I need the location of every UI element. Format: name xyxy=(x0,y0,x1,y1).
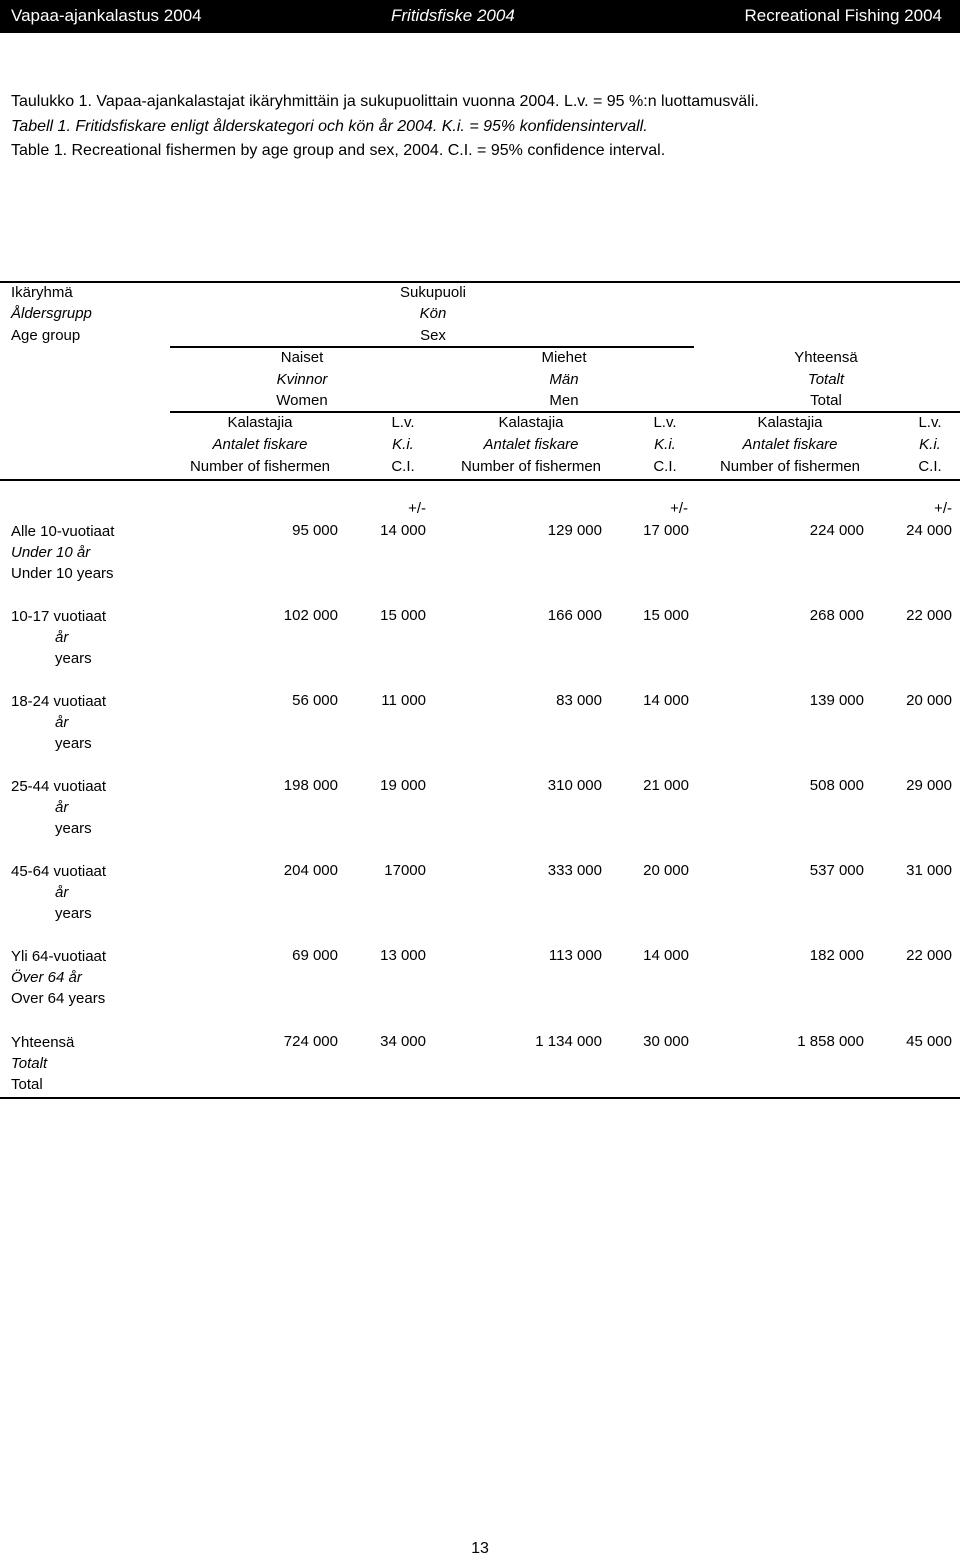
row-label xyxy=(11,946,106,1009)
ci-header-fi: L.v. xyxy=(391,414,415,431)
row-label-fi: 18-24 vuotiaat xyxy=(11,693,107,710)
cell-women-ci: 34 000 xyxy=(380,1033,426,1050)
count-header-fi: Kalastajia xyxy=(227,414,293,431)
cell-men-ci: 21 000 xyxy=(643,777,689,794)
sex-header-en: Sex xyxy=(420,327,446,344)
header-title-fi: Vapaa-ajankalastus 2004 xyxy=(11,6,202,25)
cell-total-count: 139 000 xyxy=(809,692,864,709)
cell-women-count: 204 000 xyxy=(283,862,338,879)
cell-total-count: 182 000 xyxy=(809,947,864,964)
cell-total-ci: 31 000 xyxy=(906,862,952,879)
cell-men-ci: 15 000 xyxy=(643,607,689,624)
cell-women-ci: 11 000 xyxy=(381,692,426,709)
count-header-sv: Antalet fiskare xyxy=(742,436,838,453)
cell-total-ci: 24 000 xyxy=(906,522,952,539)
running-header xyxy=(0,0,960,33)
caption-fi: Taulukko 1. Vapaa-ajankalastajat ikäryhmittäin ja sukupuolittain vuonna 2004. L.v. = 95 %:n luottamusväli. xyxy=(11,93,759,110)
ci-unit-women: +/- xyxy=(408,500,426,517)
row-label-sv: år xyxy=(55,884,69,901)
count-header-sv: Antalet fiskare xyxy=(212,436,308,453)
row-label xyxy=(11,691,106,754)
row-label-sv: Under 10 år xyxy=(11,544,91,561)
cell-men-count: 310 000 xyxy=(547,777,602,794)
cell-men-count: 129 000 xyxy=(547,522,602,539)
cell-women-ci: 15 000 xyxy=(380,607,426,624)
cell-women-count: 102 000 xyxy=(283,607,338,624)
ci-header-fi: L.v. xyxy=(918,414,942,431)
cell-men-ci: 17 000 xyxy=(643,522,689,539)
ci-header-sv: K.i. xyxy=(919,436,941,453)
ci-header-en: C.I. xyxy=(918,458,942,475)
cell-total-ci: 45 000 xyxy=(906,1033,952,1050)
group-men-sv: Män xyxy=(549,371,579,388)
cell-total-ci: 22 000 xyxy=(906,607,952,624)
age-group-header-en: Age group xyxy=(11,327,81,344)
caption-sv: Tabell 1. Fritidsfiskare enligt ålderskategori och kön år 2004. K.i. = 95% konfidensintervall. xyxy=(11,118,648,135)
count-header-fi: Kalastajia xyxy=(498,414,564,431)
cell-women-count: 198 000 xyxy=(283,777,338,794)
count-header-fi: Kalastajia xyxy=(757,414,823,431)
group-men-fi: Miehet xyxy=(541,349,587,366)
row-label-en: years xyxy=(55,905,92,922)
row-label-sv: Över 64 år xyxy=(11,969,82,986)
cell-total-count: 1 858 000 xyxy=(797,1033,864,1050)
ci-header-en: C.I. xyxy=(653,458,677,475)
row-label xyxy=(11,606,106,669)
sex-header-sv: Kön xyxy=(419,305,447,322)
row-label-fi: 45-64 vuotiaat xyxy=(11,863,107,880)
cell-men-ci: 20 000 xyxy=(643,862,689,879)
cell-women-count: 69 000 xyxy=(292,947,338,964)
ci-header-sv: K.i. xyxy=(392,436,414,453)
row-label xyxy=(11,776,106,839)
cell-men-ci: 14 000 xyxy=(643,692,689,709)
cell-total-count: 268 000 xyxy=(809,607,864,624)
cell-men-ci: 30 000 xyxy=(643,1033,689,1050)
row-label-en: Over 64 years xyxy=(11,990,106,1007)
row-label-fi: Alle 10-vuotiaat xyxy=(11,523,115,540)
column-header-rule xyxy=(0,479,960,481)
row-label-en: years xyxy=(55,820,92,837)
cell-total-ci: 22 000 xyxy=(906,947,952,964)
ci-header-fi: L.v. xyxy=(653,414,677,431)
row-label-sv: Totalt xyxy=(11,1055,48,1072)
row-label xyxy=(11,861,106,924)
cell-total-count: 537 000 xyxy=(809,862,864,879)
row-label-en: Total xyxy=(11,1076,43,1093)
cell-women-count: 95 000 xyxy=(292,522,338,539)
row-label-sv: år xyxy=(55,799,69,816)
count-header-en: Number of fishermen xyxy=(719,458,861,475)
row-label-sv: år xyxy=(55,629,69,646)
ci-unit-total: +/- xyxy=(934,500,952,517)
cell-women-ci: 13 000 xyxy=(380,947,426,964)
cell-women-count: 56 000 xyxy=(292,692,338,709)
row-label-fi: Yhteensä xyxy=(11,1034,75,1051)
page-number: 13 xyxy=(471,1540,489,1557)
row-label-sv: år xyxy=(55,714,69,731)
sex-header-fi: Sukupuoli xyxy=(400,284,466,301)
cell-men-count: 113 000 xyxy=(548,947,602,964)
ci-unit-men: +/- xyxy=(670,500,688,517)
header-title-sv: Fritidsfiske 2004 xyxy=(391,6,515,25)
cell-women-count: 724 000 xyxy=(283,1033,338,1050)
cell-men-count: 333 000 xyxy=(547,862,602,879)
group-women-en: Women xyxy=(276,392,328,409)
row-label-fi: 25-44 vuotiaat xyxy=(11,778,107,795)
cell-women-ci: 14 000 xyxy=(380,522,426,539)
caption-en: Table 1. Recreational fishermen by age group and sex, 2004. C.I. = 95% confidence interval. xyxy=(11,142,666,159)
header-title-en: Recreational Fishing 2004 xyxy=(744,6,942,25)
group-women-fi: Naiset xyxy=(280,349,324,366)
ci-header-en: C.I. xyxy=(391,458,415,475)
cell-total-ci: 20 000 xyxy=(906,692,952,709)
count-header-sv: Antalet fiskare xyxy=(483,436,579,453)
row-label-en: years xyxy=(55,650,92,667)
table-bottom-rule xyxy=(0,1097,960,1099)
cell-men-count: 166 000 xyxy=(547,607,602,624)
cell-total-count: 508 000 xyxy=(809,777,864,794)
cell-men-count: 83 000 xyxy=(556,692,602,709)
count-header-en: Number of fishermen xyxy=(460,458,602,475)
group-women-sv: Kvinnor xyxy=(276,371,328,388)
cell-women-ci: 17000 xyxy=(384,862,426,879)
row-label xyxy=(11,1032,74,1095)
ci-header-sv: K.i. xyxy=(654,436,676,453)
cell-total-count: 224 000 xyxy=(809,522,864,539)
cell-women-ci: 19 000 xyxy=(380,777,426,794)
row-label-en: Under 10 years xyxy=(11,565,114,582)
cell-total-ci: 29 000 xyxy=(906,777,952,794)
age-group-header-fi: Ikäryhmä xyxy=(11,284,73,301)
group-total-fi: Yhteensä xyxy=(794,349,858,366)
age-group-header-sv: Åldersgrupp xyxy=(11,305,92,322)
row-label-fi: Yli 64-vuotiaat xyxy=(11,948,107,965)
row-label-fi: 10-17 vuotiaat xyxy=(11,608,107,625)
group-total-sv: Totalt xyxy=(807,371,845,388)
row-label-en: years xyxy=(55,735,92,752)
group-men-en: Men xyxy=(549,392,579,409)
row-label xyxy=(11,521,114,584)
group-total-en: Total xyxy=(810,392,842,409)
cell-men-count: 1 134 000 xyxy=(535,1033,602,1050)
cell-men-ci: 14 000 xyxy=(643,947,689,964)
count-header-en: Number of fishermen xyxy=(189,458,331,475)
